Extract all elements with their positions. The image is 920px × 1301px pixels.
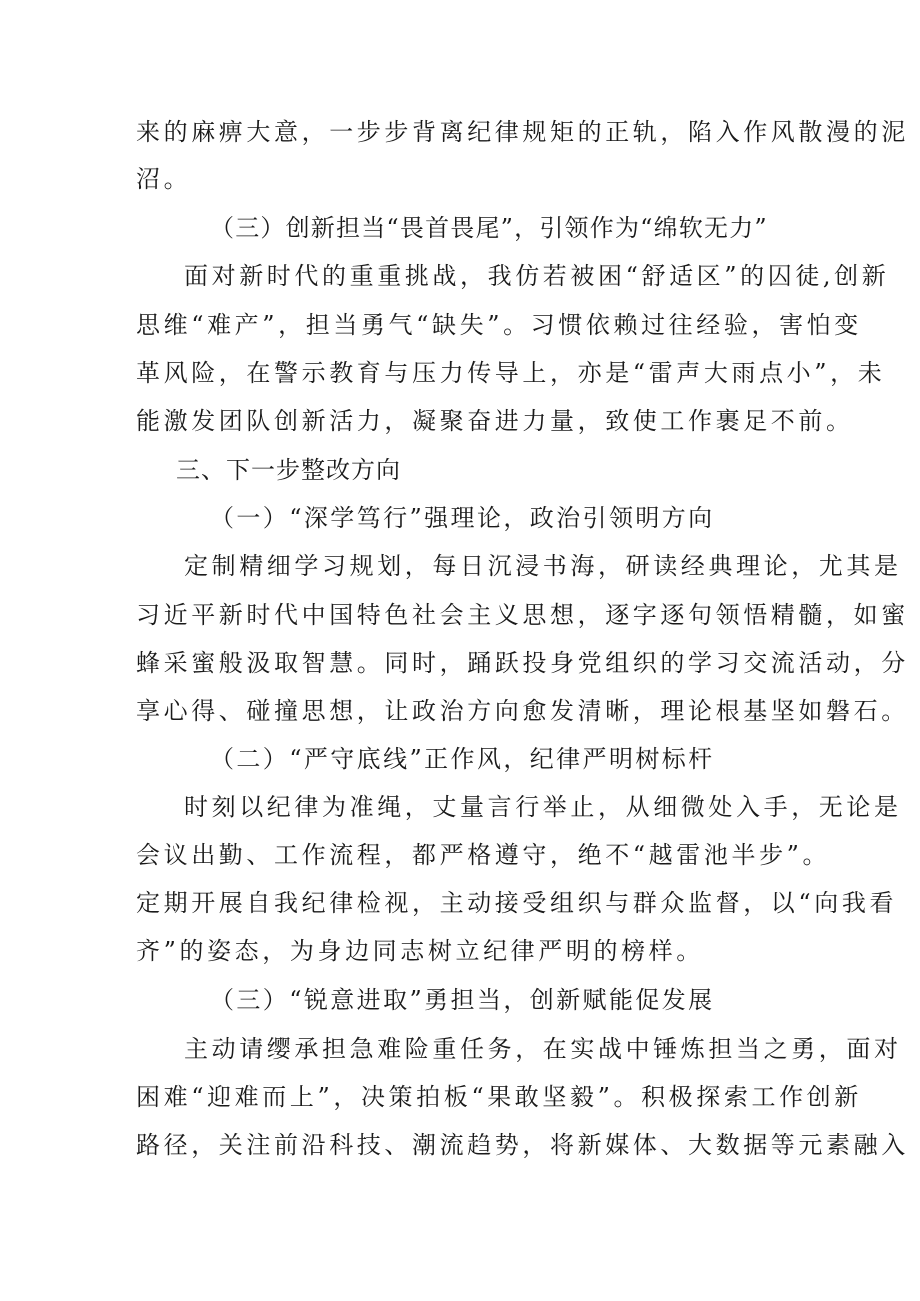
- paragraph-line: 沼。: [136, 165, 192, 193]
- paragraph-line: 定期开展自我纪律检视，主动接受组织与群众监督，以“向我看: [136, 889, 898, 917]
- paragraph-line: 来的麻痹大意，一步步背离纪律规矩的正轨，陷入作风散漫的泥: [136, 118, 909, 146]
- paragraph-line: 蜂采蜜般汲取智慧。同时，踊跃投身党组织的学习交流活动，分: [136, 649, 909, 677]
- subheading-discipline: （二）“严守底线”正作风，纪律严明树标杆: [210, 745, 715, 773]
- subheading-study: （一）“深学笃行”强理论，政治引领明方向: [210, 504, 715, 532]
- paragraph-line: 思维“难产”，担当勇气“缺失”。习惯依赖过往经验，害怕变: [136, 311, 862, 339]
- paragraph-line: 能激发团队创新活力，凝聚奋进力量，致使工作裹足不前。: [136, 407, 854, 435]
- subheading-initiative: （三）“锐意进取”勇担当，创新赋能促发展: [210, 986, 715, 1014]
- paragraph-line: 时刻以纪律为准绳，丈量言行举止，从细微处入手，无论是: [184, 793, 902, 821]
- section-heading-rectification: 三、下一步整改方向: [176, 456, 401, 484]
- paragraph-line: 困难“迎难而上”，决策拍板“果敢坚毅”。积极探索工作创新: [136, 1083, 862, 1111]
- paragraph-line: 路径，关注前沿科技、潮流趋势，将新媒体、大数据等元素融入: [136, 1131, 909, 1159]
- paragraph-line: 主动请缨承担急难险重任务，在实战中锤炼担当之勇，面对: [184, 1035, 902, 1063]
- subheading-innovation: （三）创新担当“畏首畏尾”，引领作为“绵软无力”: [210, 214, 768, 242]
- paragraph-line: 享心得、碰撞思想，让政治方向愈发清晰，理论根基坚如磐石。: [136, 697, 909, 725]
- paragraph-line: 会议出勤、工作流程，都严格遵守，绝不“越雷池半步”。: [136, 841, 831, 869]
- paragraph-line: 面对新时代的重重挑战，我仿若被困“舒适区”的囚徒,创新: [184, 262, 890, 290]
- paragraph-line: 齐”的姿态，为身边同志树立纪律严明的榜样。: [136, 937, 704, 965]
- paragraph-line: 定制精细学习规划，每日沉浸书海，研读经典理论，尤其是: [184, 552, 902, 580]
- paragraph-line: 革风险，在警示教育与压力传导上，亦是“雷声大雨点小”，未: [136, 359, 886, 387]
- paragraph-line: 习近平新时代中国特色社会主义思想，逐字逐句领悟精髓，如蜜: [136, 601, 909, 629]
